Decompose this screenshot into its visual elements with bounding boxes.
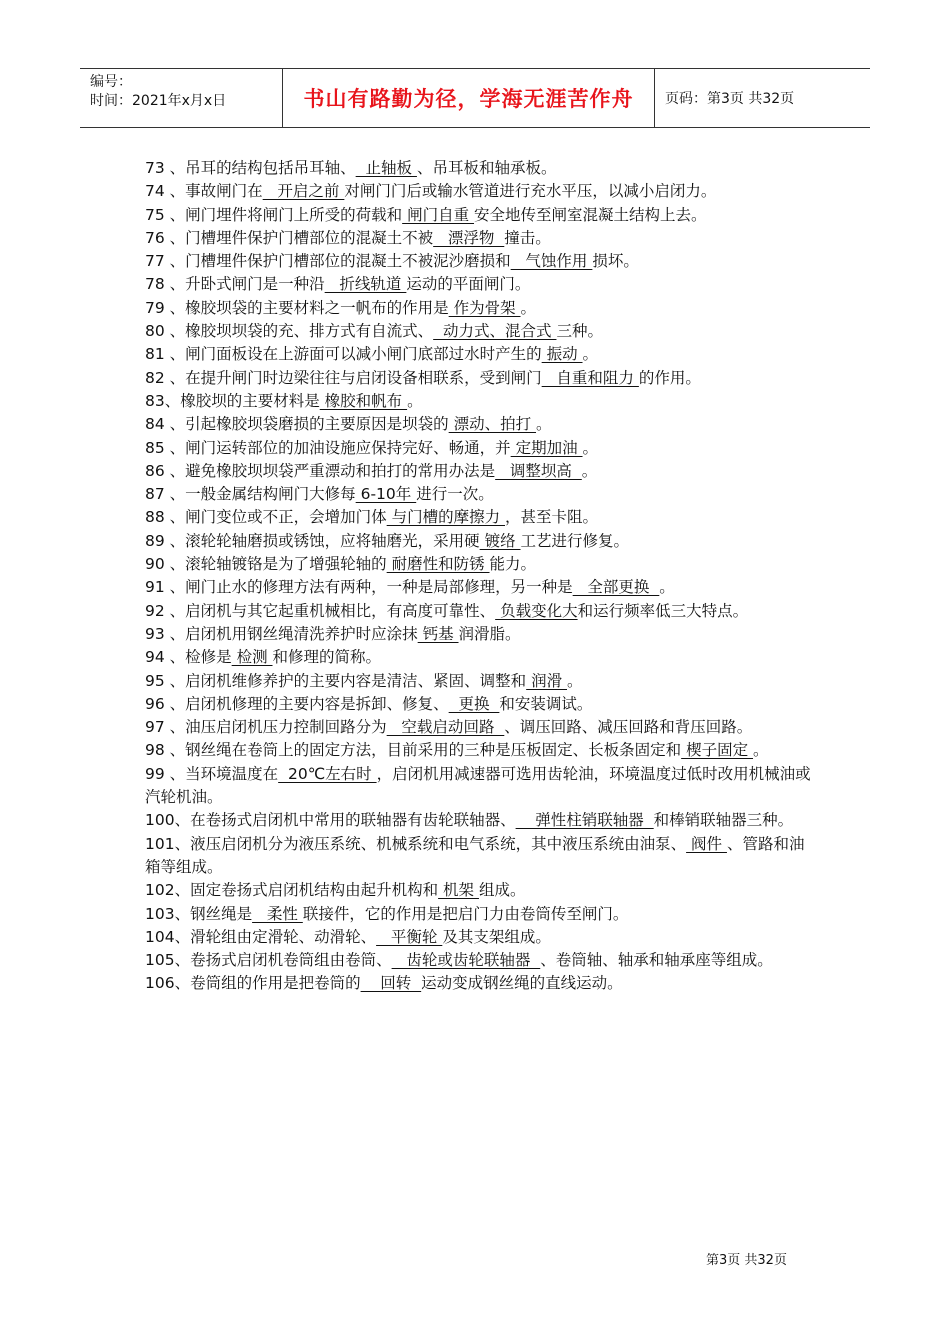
header-meta (80, 69, 283, 127)
question-text: 。 (753, 741, 769, 760)
question-item (145, 343, 817, 366)
answer-blank: 楔子固定 (681, 741, 754, 760)
question-item (145, 739, 817, 762)
question-item (145, 506, 817, 529)
answer-blank: 阀件 (686, 834, 727, 853)
question-list (145, 157, 817, 996)
question-item (145, 367, 817, 390)
question-text: 联接件，它的作用是把启门力由卷筒传至闸门。 (302, 904, 629, 923)
question-text: 98 、钢丝绳在卷筒上的固定方法，目前采用的三种是压板固定、长板条固定和 (145, 741, 682, 760)
header-page-label: 页码：第3页 共32页 (665, 91, 795, 107)
question-text: 93 、启闭机用钢丝绳清洗养护时应涂抹 (145, 624, 418, 643)
question-text: 81 、闸门面板设在上游面可以减小闸门底部过水时产生的 (145, 345, 542, 364)
question-text: 106、卷筒组的作用是把卷筒的 (145, 974, 361, 993)
answer-blank: 钙基 (417, 624, 459, 643)
question-text: 安全地传至闸室混凝土结构上去。 (474, 205, 707, 224)
question-text: 80 、橡胶坝坝袋的充、排方式有自流式、 (145, 322, 434, 341)
document-time-label: 时间：2021年x月x日 (90, 93, 227, 109)
question-text: ，甚至卡阻。 (505, 508, 599, 527)
question-text: 104、滑轮组由定滑轮、动滑轮、 (145, 927, 377, 946)
question-text: 对闸门门后或输水管道进行充水平压，以减小启闭力。 (344, 182, 717, 201)
question-item (145, 227, 817, 250)
question-text: 92 、启闭机与其它起重机械相比，有高度可靠性、 (145, 601, 496, 620)
question-text: 74 、事故闸门在 (145, 182, 263, 201)
question-text: 、调压回路、减压回路和背压回路。 (504, 718, 753, 737)
question-text: 88 、闸门变位或不正，会增加门体 (145, 508, 387, 527)
answer-blank: 自重和阻力 (541, 368, 639, 387)
answer-blank: 耐磨性和防锈 (386, 555, 490, 574)
answer-blank: 闸门自重 (402, 205, 475, 224)
answer-blank: 更换 (448, 694, 500, 713)
document-id-label: 编号： (90, 74, 132, 90)
question-text: 组成。 (478, 881, 526, 900)
answer-blank: 定期加油 (510, 438, 583, 457)
question-item (145, 646, 817, 669)
question-item (145, 576, 817, 599)
question-text: 三种。 (556, 322, 603, 341)
question-item (145, 833, 817, 880)
question-text: 79 、橡胶坝袋的主要材料之一帆布的作用是 (145, 298, 449, 317)
question-item (145, 670, 817, 693)
question-item (145, 553, 817, 576)
question-item (145, 390, 817, 413)
question-text: 。 (520, 298, 537, 317)
question-text: 97 、油压启闭机压力控制回路分为 (145, 718, 387, 737)
header-motto: 书山有路勤为径，学海无涯苦作舟 (283, 69, 655, 127)
answer-blank: 橡胶和帆布 (319, 391, 408, 410)
question-item (145, 926, 817, 949)
question-text: 105、卷扬式启闭机卷筒组由卷筒、 (145, 951, 392, 970)
question-item (145, 273, 817, 296)
answer-blank: 空载启动回路 (386, 718, 505, 737)
answer-blank: 全部更换 (572, 578, 660, 597)
question-text: 94 、检修是 (145, 648, 232, 667)
question-item (145, 320, 817, 343)
answer-blank: 作为骨架 (448, 298, 521, 317)
answer-blank: 20℃左右时 (278, 764, 377, 783)
question-text: 、管路和油箱等组成。 (145, 834, 805, 876)
answer-blank: 润滑 (526, 671, 568, 690)
question-item (145, 716, 817, 739)
question-text: 86 、避免橡胶坝坝袋严重漂动和拍打的常用办法是 (145, 461, 496, 480)
question-text: 运动的平面闸门。 (406, 275, 531, 294)
question-text: 进行一次。 (416, 485, 494, 504)
question-text: 76 、门槽埋件保护门槽部位的混凝土不被 (145, 228, 434, 247)
question-item (145, 600, 817, 623)
question-item (145, 483, 817, 506)
question-text: 101、液压启闭机分为液压系统、机械系统和电气系统，其中液压系统由油泵、 (145, 834, 687, 853)
answer-blank: 气蚀作用 (510, 252, 593, 271)
question-text: 102、固定卷扬式启闭机结构由起升机构和 (145, 881, 439, 900)
question-text: 84 、引起橡胶坝袋磨损的主要原因是坝袋的 (145, 415, 449, 434)
question-text: 及其支架组成。 (442, 927, 551, 946)
question-text: 82 、在提升闸门时边梁往往与启闭设备相联系，受到闸门 (145, 368, 542, 387)
question-text: 的作用。 (638, 368, 701, 387)
question-item (145, 180, 817, 203)
question-text: 99 、当环境温度在 (145, 764, 279, 783)
question-text: 和运行频率低三大特点。 (577, 601, 749, 620)
question-item (145, 972, 817, 995)
question-text: 95 、启闭机维修养护的主要内容是清洁、紧固、调整和 (145, 671, 527, 690)
question-text: 85 、闸门运转部位的加油设施应保持完好、畅通，并 (145, 438, 511, 457)
answer-blank: 镀络 (479, 531, 521, 550)
question-text: 。 (581, 461, 598, 480)
answer-blank: 6-10年 (355, 485, 417, 504)
answer-blank: 检测 (231, 648, 273, 667)
question-item (145, 949, 817, 972)
answer-blank: 弹性柱销联轴器 (515, 811, 654, 830)
footer-page-label: 第3页 共32页 (706, 1253, 787, 1268)
answer-blank: 平衡轮 (376, 927, 443, 946)
question-text: 和修理的简称。 (272, 648, 382, 667)
answer-blank: 齿轮或齿轮联轴器 (391, 951, 541, 970)
answer-blank: 调整坝高 (495, 461, 582, 480)
question-text: ，启闭机用减速器可选用齿轮油，环境温度过低时改用机械油或汽轮机油。 (145, 764, 811, 807)
question-item (145, 623, 817, 646)
answer-blank: 负载变化大 (495, 601, 578, 620)
question-item (145, 460, 817, 483)
question-text: 90 、滚轮轴镀铬是为了增强轮轴的 (145, 555, 387, 574)
question-text: 96 、启闭机修理的主要内容是拆卸、修复、 (145, 694, 449, 713)
question-item (145, 297, 817, 320)
question-item (145, 809, 817, 832)
question-text: 、卷筒轴、轴承和轴承座等组成。 (540, 951, 773, 970)
answer-blank: 与门槽的摩擦力 (386, 508, 506, 527)
question-text: 87 、一般金属结构闸门大修每 (145, 485, 356, 504)
answer-blank: 折线轨道 (324, 275, 407, 294)
question-text: 能力。 (489, 555, 537, 574)
question-text: 。 (582, 345, 599, 364)
question-text: 。 (582, 438, 599, 457)
question-text: 工艺进行修复。 (520, 531, 630, 550)
question-item (145, 413, 817, 436)
question-text: 运动变成钢丝绳的直线运动。 (421, 974, 623, 993)
question-text: 。 (407, 391, 423, 410)
question-item (145, 903, 817, 926)
question-text: 78 、升卧式闸门是一种沿 (145, 275, 325, 294)
question-text: 77 、门槽埋件保护门槽部位的混凝土不被泥沙磨损和 (145, 252, 511, 271)
question-text: 。 (659, 578, 675, 597)
answer-blank: 止轴板 (355, 159, 417, 177)
question-text: 损坏。 (592, 252, 639, 271)
answer-blank: 回转 (360, 974, 422, 993)
question-text: 83、橡胶坝的主要材料是 (145, 391, 320, 410)
question-item (145, 437, 817, 460)
question-text: 75 、闸门埋件将闸门上所受的荷载和 (145, 205, 403, 224)
answer-blank: 振动 (541, 345, 583, 364)
question-text: 100、在卷扬式启闭机中常用的联轴器有齿轮联轴器、 (145, 811, 516, 830)
answer-blank: 漂浮物 (433, 228, 505, 247)
question-text: 和安装调试。 (499, 694, 593, 713)
question-text: 89 、滚轮轮轴磨损或锈蚀，应将轴磨光，采用硬 (145, 531, 480, 550)
question-item (145, 157, 817, 180)
question-text: 润滑脂。 (458, 624, 521, 643)
answer-blank: 开启之前 (262, 182, 345, 201)
question-text: 和棒销联轴器三种。 (653, 811, 794, 830)
question-text: 。 (536, 415, 552, 434)
question-item (145, 693, 817, 716)
document-header (80, 68, 870, 128)
answer-blank: 柔性 (252, 904, 303, 923)
answer-blank: 漂动、拍打 (448, 415, 537, 434)
question-text: 撞击。 (504, 228, 551, 247)
question-item (145, 879, 817, 902)
question-item (145, 763, 817, 810)
answer-blank: 机架 (438, 881, 479, 900)
question-text: 。 (567, 671, 583, 690)
question-item (145, 530, 817, 553)
question-item (145, 204, 817, 227)
question-text: 、吊耳板和轴承板。 (416, 159, 557, 177)
question-text: 103、钢丝绳是 (145, 904, 253, 923)
question-text: 73 、吊耳的结构包括吊耳轴、 (145, 159, 356, 177)
question-text: 91 、闸门止水的修理方法有两种，一种是局部修理，另一种是 (145, 578, 573, 597)
question-item (145, 250, 817, 273)
answer-blank: 动力式、混合式 (433, 322, 557, 341)
